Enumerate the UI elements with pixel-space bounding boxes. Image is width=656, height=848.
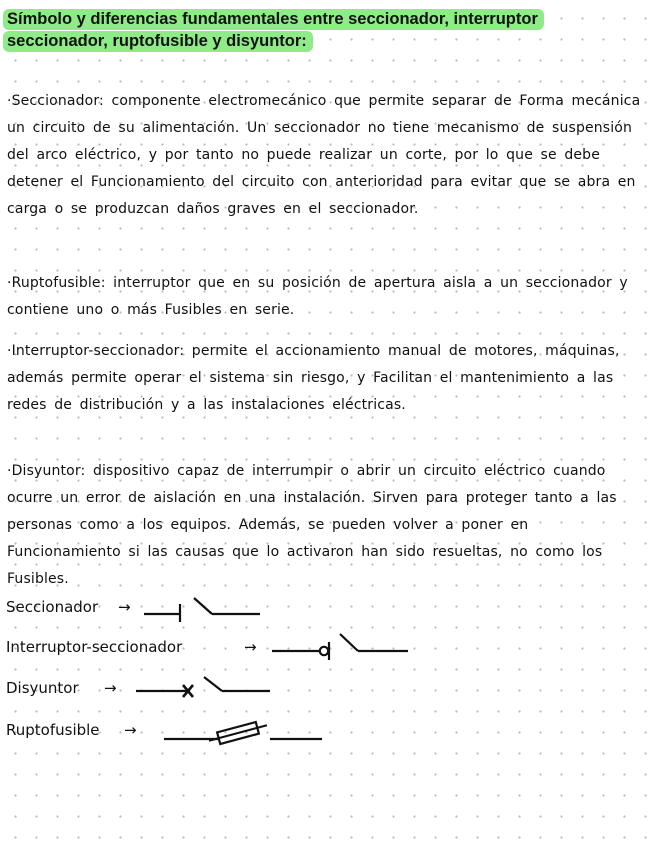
arrow-icon: → [118, 598, 131, 616]
title-highlight: Símbolo y diferencias fundamentales entre seccionador, interruptor seccionador, ruptofusible y disyuntor: [3, 9, 544, 52]
disyuntor-symbol-icon [128, 675, 278, 705]
interruptor-seccionador-symbol-icon [264, 634, 414, 664]
symbol-label-seccionador: Seccionador [6, 598, 99, 616]
arrow-icon: → [244, 638, 257, 656]
arrow-icon: → [124, 721, 137, 739]
symbol-label-disyuntor: Disyuntor [6, 679, 79, 697]
page-title [3, 8, 631, 52]
symbol-label-ruptofusible: Ruptofusible [6, 721, 100, 739]
symbol-row-seccionador [6, 594, 306, 624]
symbol-row-disyuntor [6, 675, 306, 705]
ruptofusible-symbol-icon [160, 717, 330, 749]
symbol-row-ruptofusible [6, 717, 336, 747]
symbol-label-interruptor-seccionador: Interruptor-seccionador [6, 638, 183, 656]
paragraph-interruptor-seccionador: ·Interruptor-seccionador: permite el accionamiento manual de motores, máquinas, además permite operar el sistema sin riesgo, y Facilitan el mantenimiento a las redes de distribución y a las instalaciones eléctricas. [7, 343, 620, 413]
paragraph-seccionador: ·Seccionador: componente electromecánico que permite separar de Forma mecánica un circuito de su alimentación. Un seccionador no tiene mecanismo de suspensión del arco eléctrico, y por tanto no puede realizar un corte, por lo que se debe detener el Funcionamiento del circuito con anterioridad para evitar que se abra en carga o se produzcan daños graves en el seccionador. [7, 93, 641, 217]
symbol-row-interruptor-seccionador [6, 634, 426, 664]
paragraph-ruptofusible: ·Ruptofusible: interruptor que en su posición de apertura aisla a un seccionador y contiene uno o más Fusibles en serie. [7, 275, 628, 318]
arrow-icon: → [104, 679, 117, 697]
paragraph-disyuntor: ·Disyuntor: dispositivo capaz de interrumpir o abrir un circuito eléctrico cuando ocurre un error de aislación en una instalación. Sirven para proteger tanto a las personas como a los equipos. Además, se pueden volver a poner en Funcionamiento si las causas que lo activaron han sido resueltas, no como los Fusibles. [7, 463, 617, 587]
seccionador-symbol-icon [136, 594, 276, 624]
